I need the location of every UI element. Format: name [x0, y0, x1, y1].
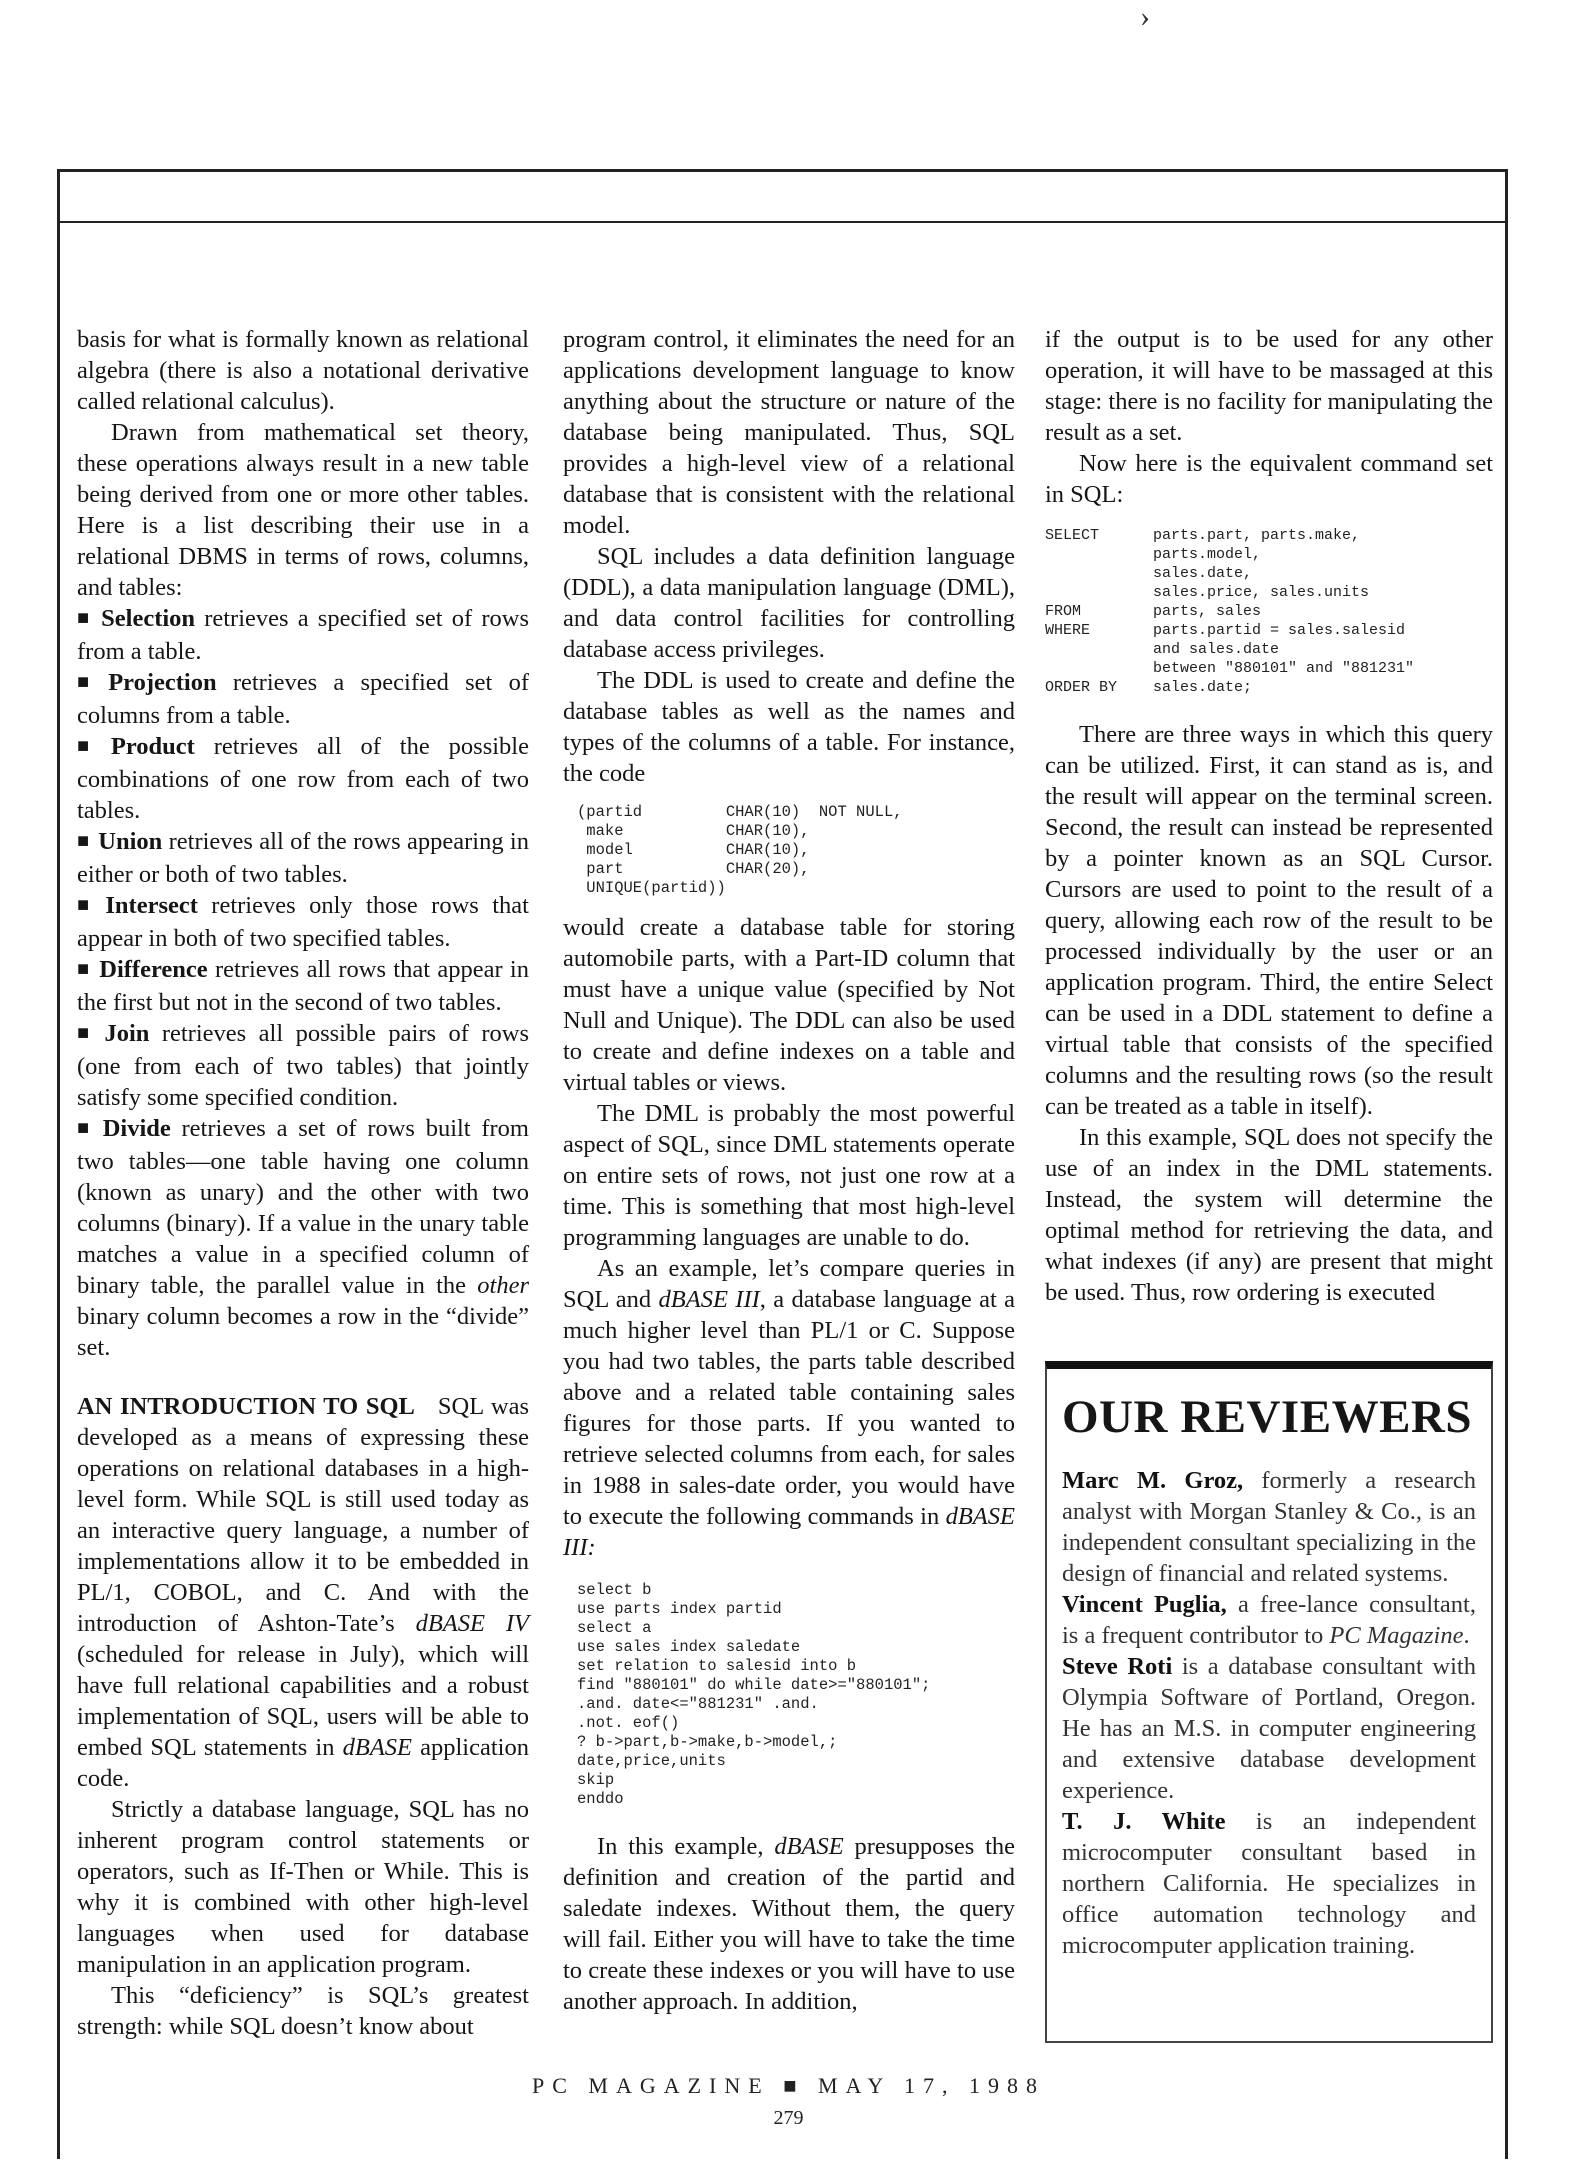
reviewer-name: Vincent Puglia,: [1062, 1591, 1227, 1618]
bullet-text: binary column becomes a row in the “divide” set.: [77, 1303, 529, 1361]
paragraph: [563, 1253, 1015, 1563]
page-footer: PC MAGAZINE ■ MAY 17, 1988: [531, 2073, 1045, 2098]
bullet-text: retrieves a specified set of columns from a table.: [77, 669, 529, 729]
bullet-term: Product: [110, 733, 195, 760]
section-heading: AN INTRODUCTION TO SQL: [77, 1393, 415, 1420]
paragraph: There are three ways in which this query can be utilized. First, it can stand as is, and the result will appear on the terminal screen. Second, the result can instead be represented by a pointer known as an SQL Cursor. Cursors are used to point to the result of a query, allowing each row of the result to be processed individually by the user or an application program. Third, the entire Select can be used in a DDL statement to define a virtual table that consists of the specified columns and the resulting rows (so the result can be treated as a table in itself).: [1045, 721, 1493, 1120]
reviewers-box: [1045, 1361, 1493, 2043]
page-number: 279: [773, 2107, 804, 2129]
paragraph: This “deficiency” is SQL’s greatest strength: while SQL doesn’t know about: [77, 1982, 529, 2040]
column-1: [77, 324, 529, 2042]
paragraph: In this example, SQL does not specify the use of an index in the DML statements. Instead, the system will determine the optimal method for retrieving the data, and what indexes (if any) are present that might be used. Thus, row ordering is executed: [1045, 1124, 1493, 1306]
paragraph-text: presupposes the definition and creation of the partid and saledate indexes. Without them, the query will fail. Either you will have to take the time to create these indexes or you will have to use another approach. In addition,: [563, 1833, 1015, 2015]
bullet-term: Divide: [102, 1115, 171, 1142]
bullet-text: retrieves a set of rows built from two tables—one table having one column (known as unary) and the other with two columns (binary). If a value in the unary table matches a value in a specified column of binary table, the parallel value in the: [77, 1115, 529, 1299]
bullet-term: Intersect: [105, 892, 198, 919]
reviewer-bio: is a database consultant with Olympia Software of Portland, Oregon. He has an M.S. in computer engineering and extensive database development experience.: [1062, 1653, 1476, 1804]
header-rule: [57, 221, 1508, 223]
paragraph-emphasis: dBASE IV: [415, 1610, 529, 1637]
paragraph: if the output is to be used for any other operation, it will have to be massaged at this stage: there is no facility for manipulating the result as a set.: [1045, 326, 1493, 446]
bullet-term: Projection: [108, 669, 217, 696]
reviewer-emphasis: PC Magazine: [1329, 1622, 1464, 1649]
paragraph: basis for what is formally known as relational algebra (there is also a notational derivative called relational calculus).: [77, 326, 529, 415]
reviewer-entry: [1062, 1806, 1476, 1961]
bullet-text: retrieves only those rows that appear in both of two specified tables.: [77, 892, 529, 952]
reviewer-name: Marc M. Groz,: [1062, 1467, 1244, 1494]
bullet-text: retrieves all of the rows appearing in either or both of two tables.: [77, 828, 529, 888]
bullet-term: Difference: [99, 956, 208, 983]
reviewer-entry: [1062, 1465, 1476, 1589]
code-block-sql: SELECT parts.part, parts.make, parts.model, sales.date, sales.price, sales.units FROM parts, sales WHERE parts.partid = sales.salesid and sales.date between "880101" and "881231" ORDER BY sales.date;: [1045, 527, 1415, 696]
paragraph-emphasis: dBASE: [774, 1833, 844, 1860]
reviewer-bio: is an independent microcomputer consultant based in northern California. He specializes in office automation technology and microcomputer application training.: [1062, 1808, 1477, 1959]
paragraph: The DML is probably the most powerful aspect of SQL, since DML statements operate on entire sets of rows, not just one row at a time. This is something that most high-level programming languages are unable to do.: [563, 1100, 1015, 1251]
paragraph-text: (scheduled for release in July), which will have full relational capabilities and a robust implementation of SQL, users will be able to embed SQL statements in: [77, 1641, 529, 1761]
bullet-term: Join: [104, 1020, 150, 1047]
paragraph: Now here is the equivalent command set in SQL:: [1045, 450, 1493, 508]
reviewer-bio: .: [1463, 1622, 1470, 1649]
paragraph-text: As an example, let’s compare queries in SQL and: [563, 1255, 1015, 1313]
bullet-text: retrieves a specified set of rows from a table.: [77, 605, 529, 665]
paragraph-text: , a database language at a much higher level than PL/1 or C. Suppose you had two tables, the parts table described above and a related table containing sales figures for those parts. If you wanted to retrieve selected columns from each, for sales in 1988 in sales-date order, you would have to execute the following commands in: [563, 1286, 1016, 1530]
column-2: [563, 324, 1015, 2017]
paragraph: The DDL is used to create and define the database tables as well as the names and types of the columns of a table. For instance, the code: [563, 667, 1015, 787]
reviewer-bio: a free-lance consultant, is a frequent contributor to: [1062, 1591, 1476, 1649]
bullet-emphasis: other: [477, 1272, 529, 1299]
paragraph-emphasis: dBASE: [342, 1734, 413, 1761]
column-3: [1045, 324, 1493, 1308]
bullet-product: [77, 731, 529, 826]
bullet-divide: [77, 1113, 529, 1363]
paragraph: Drawn from mathematical set theory, these operations always result in a new table being derived from one or more other tables. Here is a list describing their use in a relational DBMS in terms of rows, columns, and tables:: [77, 419, 529, 601]
bullet-selection: [77, 603, 529, 667]
bullet-text: retrieves all possible pairs of rows (one from each of two tables) that jointly satisfy some specified condition.: [77, 1020, 529, 1111]
reviewer-name: Steve Roti: [1062, 1653, 1173, 1680]
paragraph-emphasis: dBASE III:: [563, 1503, 1015, 1561]
bullet-term: Selection: [101, 605, 196, 632]
reviewer-name: T. J. White: [1062, 1808, 1226, 1835]
paragraph-text: application code.: [77, 1734, 529, 1792]
corner-chevron-mark: ›: [1140, 0, 1150, 33]
bullet-term: Union: [98, 828, 163, 855]
paragraph: SQL includes a data definition language (DDL), a data manipulation language (DML), and data control facilities for controlling database access privileges.: [563, 543, 1015, 663]
paragraph-text: SQL was developed as a means of expressing these operations on relational databases in a high-level form. While SQL is still used today as an interactive query language, a number of implementations allow it to be embedded in PL/1, COBOL, and C. And with the introduction of Ashton-Tate’s: [77, 1393, 530, 1637]
paragraph-text: In this example,: [597, 1833, 775, 1860]
bullet-text: retrieves all of the possible combinations of one row from each of two tables.: [77, 733, 529, 824]
bullet-join: [77, 1018, 529, 1113]
reviewer-entry: [1062, 1651, 1476, 1806]
reviewers-title: OUR REVIEWERS: [1062, 1391, 1472, 1443]
bullet-intersect: [77, 890, 529, 954]
code-block-ddl: (partid CHAR(10) NOT NULL, make CHAR(10), model CHAR(10), part CHAR(20), UNIQUE(partid)): [577, 803, 903, 897]
paragraph: would create a database table for storing automobile parts, with a Part-ID column that must have a unique value (specified by Not Null and Unique). The DDL can also be used to create and define indexes on a table and virtual tables or views.: [563, 914, 1015, 1096]
reviewer-bio: formerly a research analyst with Morgan Stanley & Co., is an independent consultant specializing in the design of financial and related systems.: [1062, 1467, 1476, 1587]
paragraph-emphasis: dBASE III: [658, 1286, 760, 1313]
code-block-dbase: select b use parts index partid select a use sales index saledate set relation to salesid into b find "880101" do while date>="880101"; .and. date<="881231" .and. .not. eof() ? b->part,b->make,b->model,; date,price,units skip enddo: [577, 1581, 931, 1808]
paragraph: Strictly a database language, SQL has no inherent program control statements or operators, such as If-Then or While. This is why it is combined with other high-level languages when used for database manipulation in an application program.: [77, 1796, 529, 1978]
reviewer-entry: [1062, 1589, 1476, 1651]
paragraph: program control, it eliminates the need for an applications development language to know anything about the structure or nature of the database being manipulated. Thus, SQL provides a high-level view of a relational database that is consistent with the relational model.: [563, 326, 1015, 539]
bullet-union: [77, 826, 529, 890]
paragraph: [563, 1831, 1015, 2017]
bullet-difference: [77, 954, 529, 1018]
section-paragraph: [77, 1391, 529, 1794]
bullet-text: retrieves all rows that appear in the first but not in the second of two tables.: [77, 956, 529, 1016]
bullet-projection: [77, 667, 529, 731]
